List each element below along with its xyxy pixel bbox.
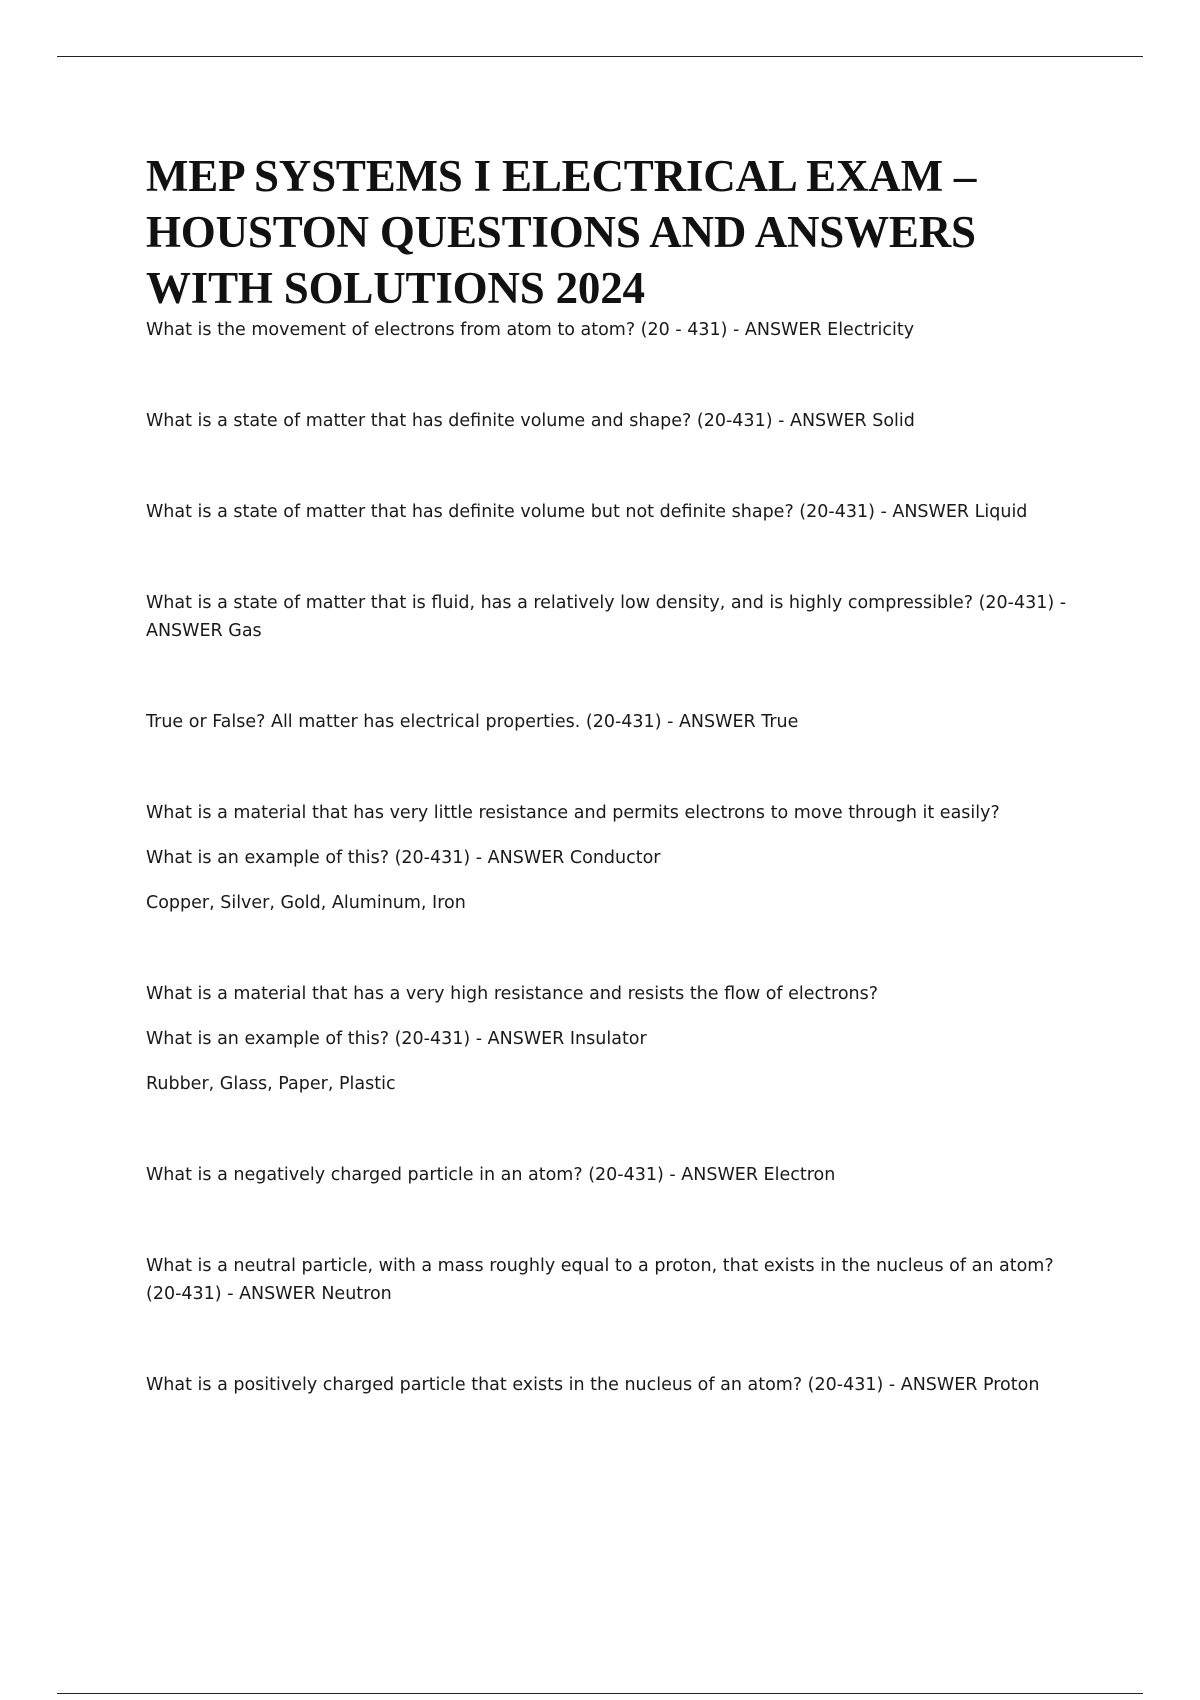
qa-item [146, 980, 1086, 1098]
qa-item [146, 316, 1086, 344]
qa-item [146, 799, 1086, 917]
qa-line: What is a state of matter that has definite volume but not definite shape? (20-431) - ANSWER Liquid [146, 502, 1028, 522]
qa-list [146, 316, 1086, 1399]
qa-item [146, 407, 1086, 435]
qa-line: What is a positively charged particle that exists in the nucleus of an atom? (20-431) - ANSWER Proton [146, 1375, 1040, 1395]
qa-line: What is a neutral particle, with a mass roughly equal to a proton, that exists in the nucleus of an atom? (20-431) - ANSWER Neutron [146, 1256, 1054, 1304]
qa-item [146, 708, 1086, 736]
qa-item [146, 1252, 1086, 1308]
qa-line: Rubber, Glass, Paper, Plastic [146, 1074, 396, 1094]
qa-item [146, 498, 1086, 526]
document-body [146, 148, 1086, 1399]
qa-line: What is a material that has a very high resistance and resists the flow of electrons? [146, 984, 879, 1004]
top-rule [57, 56, 1143, 57]
document-title: MEP SYSTEMS I ELECTRICAL EXAM – HOUSTON QUESTIONS AND ANSWERS WITH SOLUTIONS 2024 [146, 151, 977, 313]
qa-line: What is a state of matter that has definite volume and shape? (20-431) - ANSWER Solid [146, 411, 915, 431]
qa-line: What is an example of this? (20-431) - ANSWER Insulator [146, 1029, 647, 1049]
qa-line: What is the movement of electrons from atom to atom? (20 - 431) - ANSWER Electricity [146, 320, 915, 340]
qa-line: What is an example of this? (20-431) - ANSWER Conductor [146, 848, 661, 868]
qa-line: Copper, Silver, Gold, Aluminum, Iron [146, 893, 466, 913]
qa-item [146, 1371, 1086, 1399]
qa-line: What is a material that has very little resistance and permits electrons to move through it easily? [146, 803, 1000, 823]
qa-line: What is a negatively charged particle in an atom? (20-431) - ANSWER Electron [146, 1165, 836, 1185]
qa-line: What is a state of matter that is fluid, has a relatively low density, and is highly compressible? (20-431) - ANSWER Gas [146, 593, 1067, 641]
qa-line: True or False? All matter has electrical properties. (20-431) - ANSWER True [146, 712, 799, 732]
qa-item [146, 1161, 1086, 1189]
bottom-rule [57, 1693, 1143, 1694]
qa-item [146, 589, 1086, 645]
